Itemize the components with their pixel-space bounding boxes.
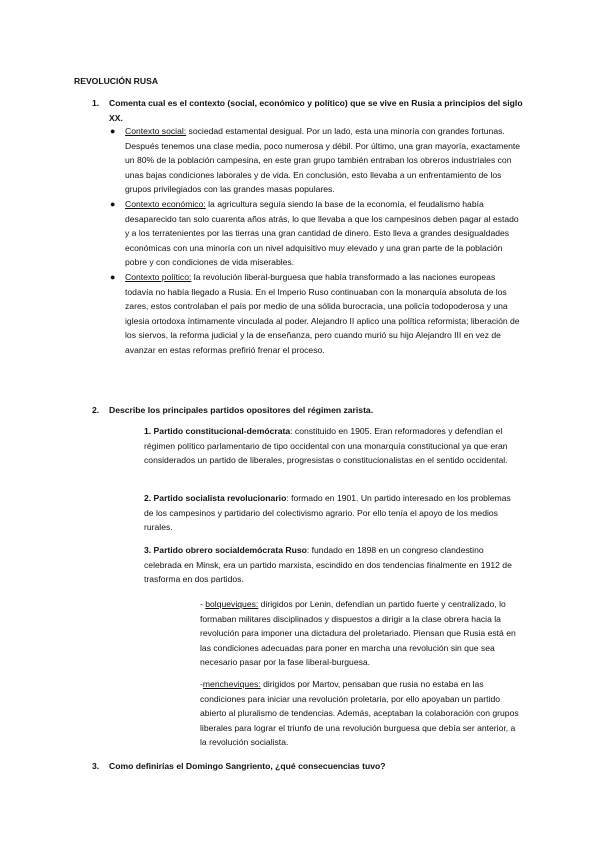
document-title: REVOLUCIÓN RUSA <box>74 76 159 86</box>
bullet-icon: ● <box>110 198 116 209</box>
bullet-icon: ● <box>110 126 116 136</box>
party-name: 1. Partido constitucional-demócrata <box>144 426 291 436</box>
question-2 <box>92 403 527 418</box>
party-name: 2. Partido socialista revolucionario <box>144 493 287 503</box>
context-bullet-list <box>108 124 524 358</box>
faction-name: bolqueviques: <box>205 599 259 609</box>
question-text: Como definirías el Domingo Sangriento, ¿qué consecuencias tuvo? <box>109 761 386 771</box>
bullet-economic <box>108 197 524 270</box>
bullet-political <box>108 270 524 358</box>
faction-text: dirigidos por Lenin, defendían un partido fuerte y centralizado, lo formaban militares disciplinados y dispuestos a dirigir a la clase obrera hacia la revolución para imponer una dictadura del proletariado. Piensan que Rusia está en las condiciones adecuadas para poner en marcha una revolución sin que sea necesario pasar por la fase liberal-burguesa. <box>200 599 516 668</box>
faction-name: mencheviques: <box>202 679 261 689</box>
question-3 <box>92 759 527 774</box>
party-text: : constituido en 1905. Eran reformadores y defendían el régimen político parlamentario de tipo occidental con una monarquía constitucional ya que eran considerados un partido de liberales, progresistas o constitucionalistas en el sentido occidental. <box>144 426 508 466</box>
bullet-text: la revolución liberal-burguesa que había transformado a las naciones europeas todavía no había llegado a Rusia. En el Imperio Ruso continuaban con la monarquía absoluta de los zares, estos controlaban el país por medio de una sólida burocracia, una policía todopoderosa y una iglesia ortodoxa íntimamente vinculada al poder. Alejandro II aplico una política reformista; liberación de los siervos, la reforma judicial y la de enseñanza, pero cuando murió su hijo Alejandro III en vez de avanzar en estas reformas prefirió frenar el proceso. <box>125 271 520 355</box>
bullet-text: sociedad estamental desigual. Por un lado, esta una minoría con grandes fortunas. Después tenemos una clase media, poco numerosa y débil. Por último, una gran mayoría, exactamente un 80% de la población campesina, en este gran grupo también entraban los obreros industriales con unas bajas condiciones laborales y de vida. En conclusión, esto llevaba a un enfrentamiento de los grupos privilegiados con las grandes masas populares. <box>125 126 521 195</box>
question-1 <box>92 96 527 125</box>
party-social-democrat-labour <box>144 543 522 587</box>
bullet-label: Contexto económico: <box>125 198 206 209</box>
question-number: 2. <box>92 405 100 415</box>
question-number: 3. <box>92 761 100 771</box>
question-number: 1. <box>92 98 100 108</box>
faction-text: dirigidos por Martov, pensaban que rusia no estaba en las condiciones para iniciar una revolución proletaria, por ello apoyaban un partido abierto al pluralismo de tendencias. Además, aceptaban la colaboración con grupos liberales para lograr el triunfo de una revolución burguesa que debía ser anterior, a la revolución socialista. <box>200 679 519 748</box>
bullet-text: la agricultura seguía siendo la base de la economía, el feudalismo había desaparecido tan solo cuarenta años atrás, lo que llevaba a que los campesinos deben pagar al estado y a los terratenientes por las tierras una gran cantidad de dinero. Esto lleva a grandes desigualdades económicas con una minoría con un nivel adquisitivo muy elevado y una gran parte de la población pobre y con condiciones de vida miserables. <box>125 198 519 268</box>
party-text: : formado en 1901. Un partido interesado en los problemas de los campesinos y partidario del colectivismo agrario. Por ello tenía el apoyo de los medios rurales. <box>144 493 511 533</box>
party-name: 3. Partido obrero socialdemócrata Ruso <box>144 545 307 555</box>
faction-bolsheviks <box>200 597 522 670</box>
bullet-social <box>108 124 524 197</box>
faction-prefix: - <box>200 599 206 609</box>
party-constitutional-democrat <box>144 424 522 468</box>
party-text: : fundado en 1898 en un congreso clandestino celebrada en Minsk, era un partido marxista, escindido en dos tendencias finalmente en 1912 de trasforma en dos partidos. <box>144 545 512 585</box>
party-socialist-revolutionary <box>144 491 522 535</box>
bullet-icon: ● <box>110 271 116 282</box>
faction-prefix: - <box>200 679 203 689</box>
faction-mensheviks <box>200 677 522 750</box>
question-text: Describe los principales partidos opositores del régimen zarista. <box>109 405 374 415</box>
bullet-label: Contexto político: <box>125 271 192 282</box>
bullet-label: Contexto social: <box>125 126 187 136</box>
question-text: Comenta cual es el contexto (social, económico y político) que se vive en Rusia a principios del siglo XX. <box>109 98 523 123</box>
